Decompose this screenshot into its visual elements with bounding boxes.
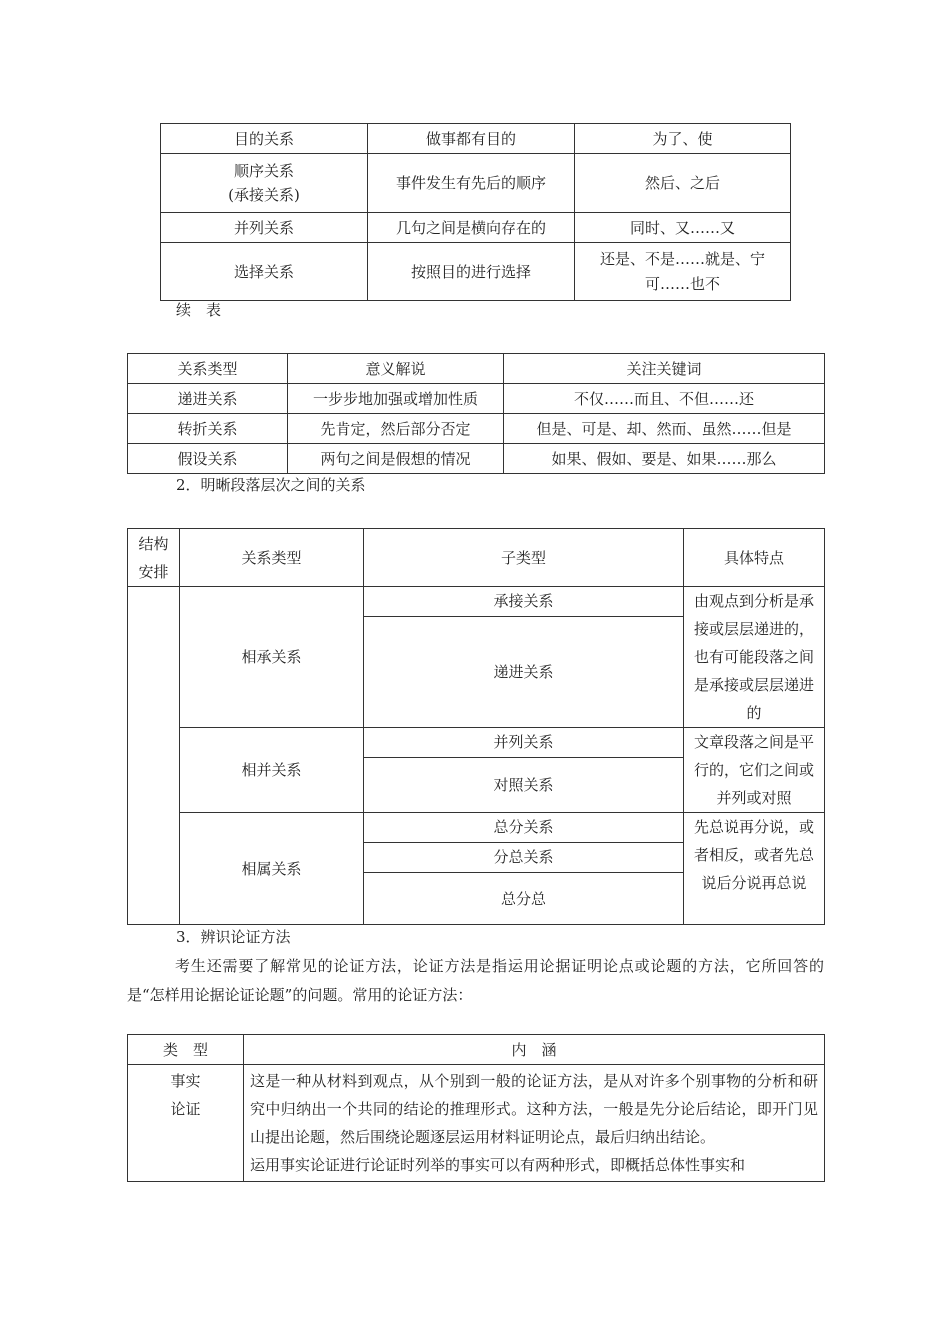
- table-cell: 假设关系: [128, 444, 288, 474]
- feature-cell: 由观点到分析是承接或层层递进的，也有可能段落之间是承接或层层递进的: [684, 587, 825, 728]
- table-row: [128, 728, 825, 758]
- table-cell: 事件发生有先后的顺序: [368, 154, 575, 213]
- content-cell: [244, 1065, 825, 1182]
- structure-cell: [128, 587, 180, 925]
- content-paragraph: 这是一种从材料到观点，从个别到一般的论证方法，是从对许多个别事物的分析和研究中归纳出一个共同的结论的推理形式。这种方法，一般是先分论后结论，即开门见山提出论题，然后围绕论题逐层运用材料证明论点，最后归纳出结论。: [250, 1072, 818, 1146]
- subtype-cell: 并列关系: [364, 728, 684, 758]
- table-cell: 但是、可是、却、然而、虽然……但是: [504, 414, 825, 444]
- table-cell: 不仅……而且、不但……还: [504, 384, 825, 414]
- table-header-row: [128, 529, 825, 587]
- table-cell: 两句之间是假想的情况: [288, 444, 504, 474]
- table-header-row: [128, 354, 825, 384]
- conjunction-table-part1: [160, 123, 791, 301]
- table-row: [161, 243, 791, 301]
- column-header: 关系类型: [180, 529, 364, 587]
- table-row: [128, 444, 825, 474]
- section-heading-3: 3．辨识论证方法: [176, 928, 291, 946]
- section-heading-2: 2．明晰段落层次之间的关系: [176, 476, 366, 494]
- relation-type-cell: 相承关系: [180, 587, 364, 728]
- table-row: [161, 124, 791, 154]
- table-cell: 如果、假如、要是、如果……那么: [504, 444, 825, 474]
- relation-type-cell: 相属关系: [180, 813, 364, 925]
- table-cell: 为了、使: [575, 124, 791, 154]
- argument-method-table: [127, 1034, 825, 1182]
- column-header: 关系类型: [128, 354, 288, 384]
- table-cell: 递进关系: [128, 384, 288, 414]
- table-row: [128, 1065, 825, 1182]
- table-cell: 一步步地加强或增加性质: [288, 384, 504, 414]
- column-header: 结构安排: [128, 529, 180, 587]
- table-row: [128, 813, 825, 843]
- table-cell: 还是、不是……就是、宁可……也不: [575, 243, 791, 301]
- relation-type-cell: 相并关系: [180, 728, 364, 813]
- table-row: [161, 213, 791, 243]
- table-cell: 目的关系: [161, 124, 368, 154]
- table-header-row: [128, 1035, 825, 1065]
- table-cell: 然后、之后: [575, 154, 791, 213]
- type-cell: 事实论证: [128, 1065, 244, 1182]
- continued-label: 续 表: [176, 301, 222, 319]
- table-cell: 同时、又……又: [575, 213, 791, 243]
- column-header: 具体特点: [684, 529, 825, 587]
- column-header: 子类型: [364, 529, 684, 587]
- feature-cell: 先总说再分说，或者相反，或者先总说后分说再总说: [684, 813, 825, 925]
- subtype-cell: 分总关系: [364, 843, 684, 873]
- table-cell: 转折关系: [128, 414, 288, 444]
- cell-line: 顺序关系: [233, 162, 294, 180]
- body-paragraph: 考生还需要了解常见的论证方法，论证方法是指运用论据证明论点或论题的方法，它所回答的是“怎样用论据论证论题”的问题。常用的论证方法：: [127, 957, 824, 1004]
- subtype-cell: 对照关系: [364, 758, 684, 813]
- table-row: [161, 154, 791, 213]
- column-header: 内 涵: [244, 1035, 825, 1065]
- conjunction-table-part2: [127, 353, 825, 474]
- table-cell: 按照目的进行选择: [368, 243, 575, 301]
- subtype-cell: 总分关系: [364, 813, 684, 843]
- table-cell: 选择关系: [161, 243, 368, 301]
- table-cell: 做事都有目的: [368, 124, 575, 154]
- table-cell: 先肯定，然后部分否定: [288, 414, 504, 444]
- cell-subline: (承接关系): [228, 186, 300, 204]
- column-header: 类 型: [128, 1035, 244, 1065]
- content-paragraph: 运用事实论证进行论证时列举的事实可以有两种形式，即概括总体性事实和: [250, 1156, 746, 1174]
- subtype-cell: 承接关系: [364, 587, 684, 617]
- column-header: 关注关键词: [504, 354, 825, 384]
- column-header: 意义解说: [288, 354, 504, 384]
- table-row: [128, 414, 825, 444]
- table-row: [128, 587, 825, 617]
- table-cell: [161, 154, 368, 213]
- table-row: [128, 384, 825, 414]
- table-cell: 并列关系: [161, 213, 368, 243]
- subtype-cell: 递进关系: [364, 617, 684, 728]
- feature-cell: 文章段落之间是平行的，它们之间或并列或对照: [684, 728, 825, 813]
- subtype-cell: 总分总: [364, 873, 684, 925]
- paragraph-relation-table: [127, 528, 825, 925]
- table-cell: 几句之间是横向存在的: [368, 213, 575, 243]
